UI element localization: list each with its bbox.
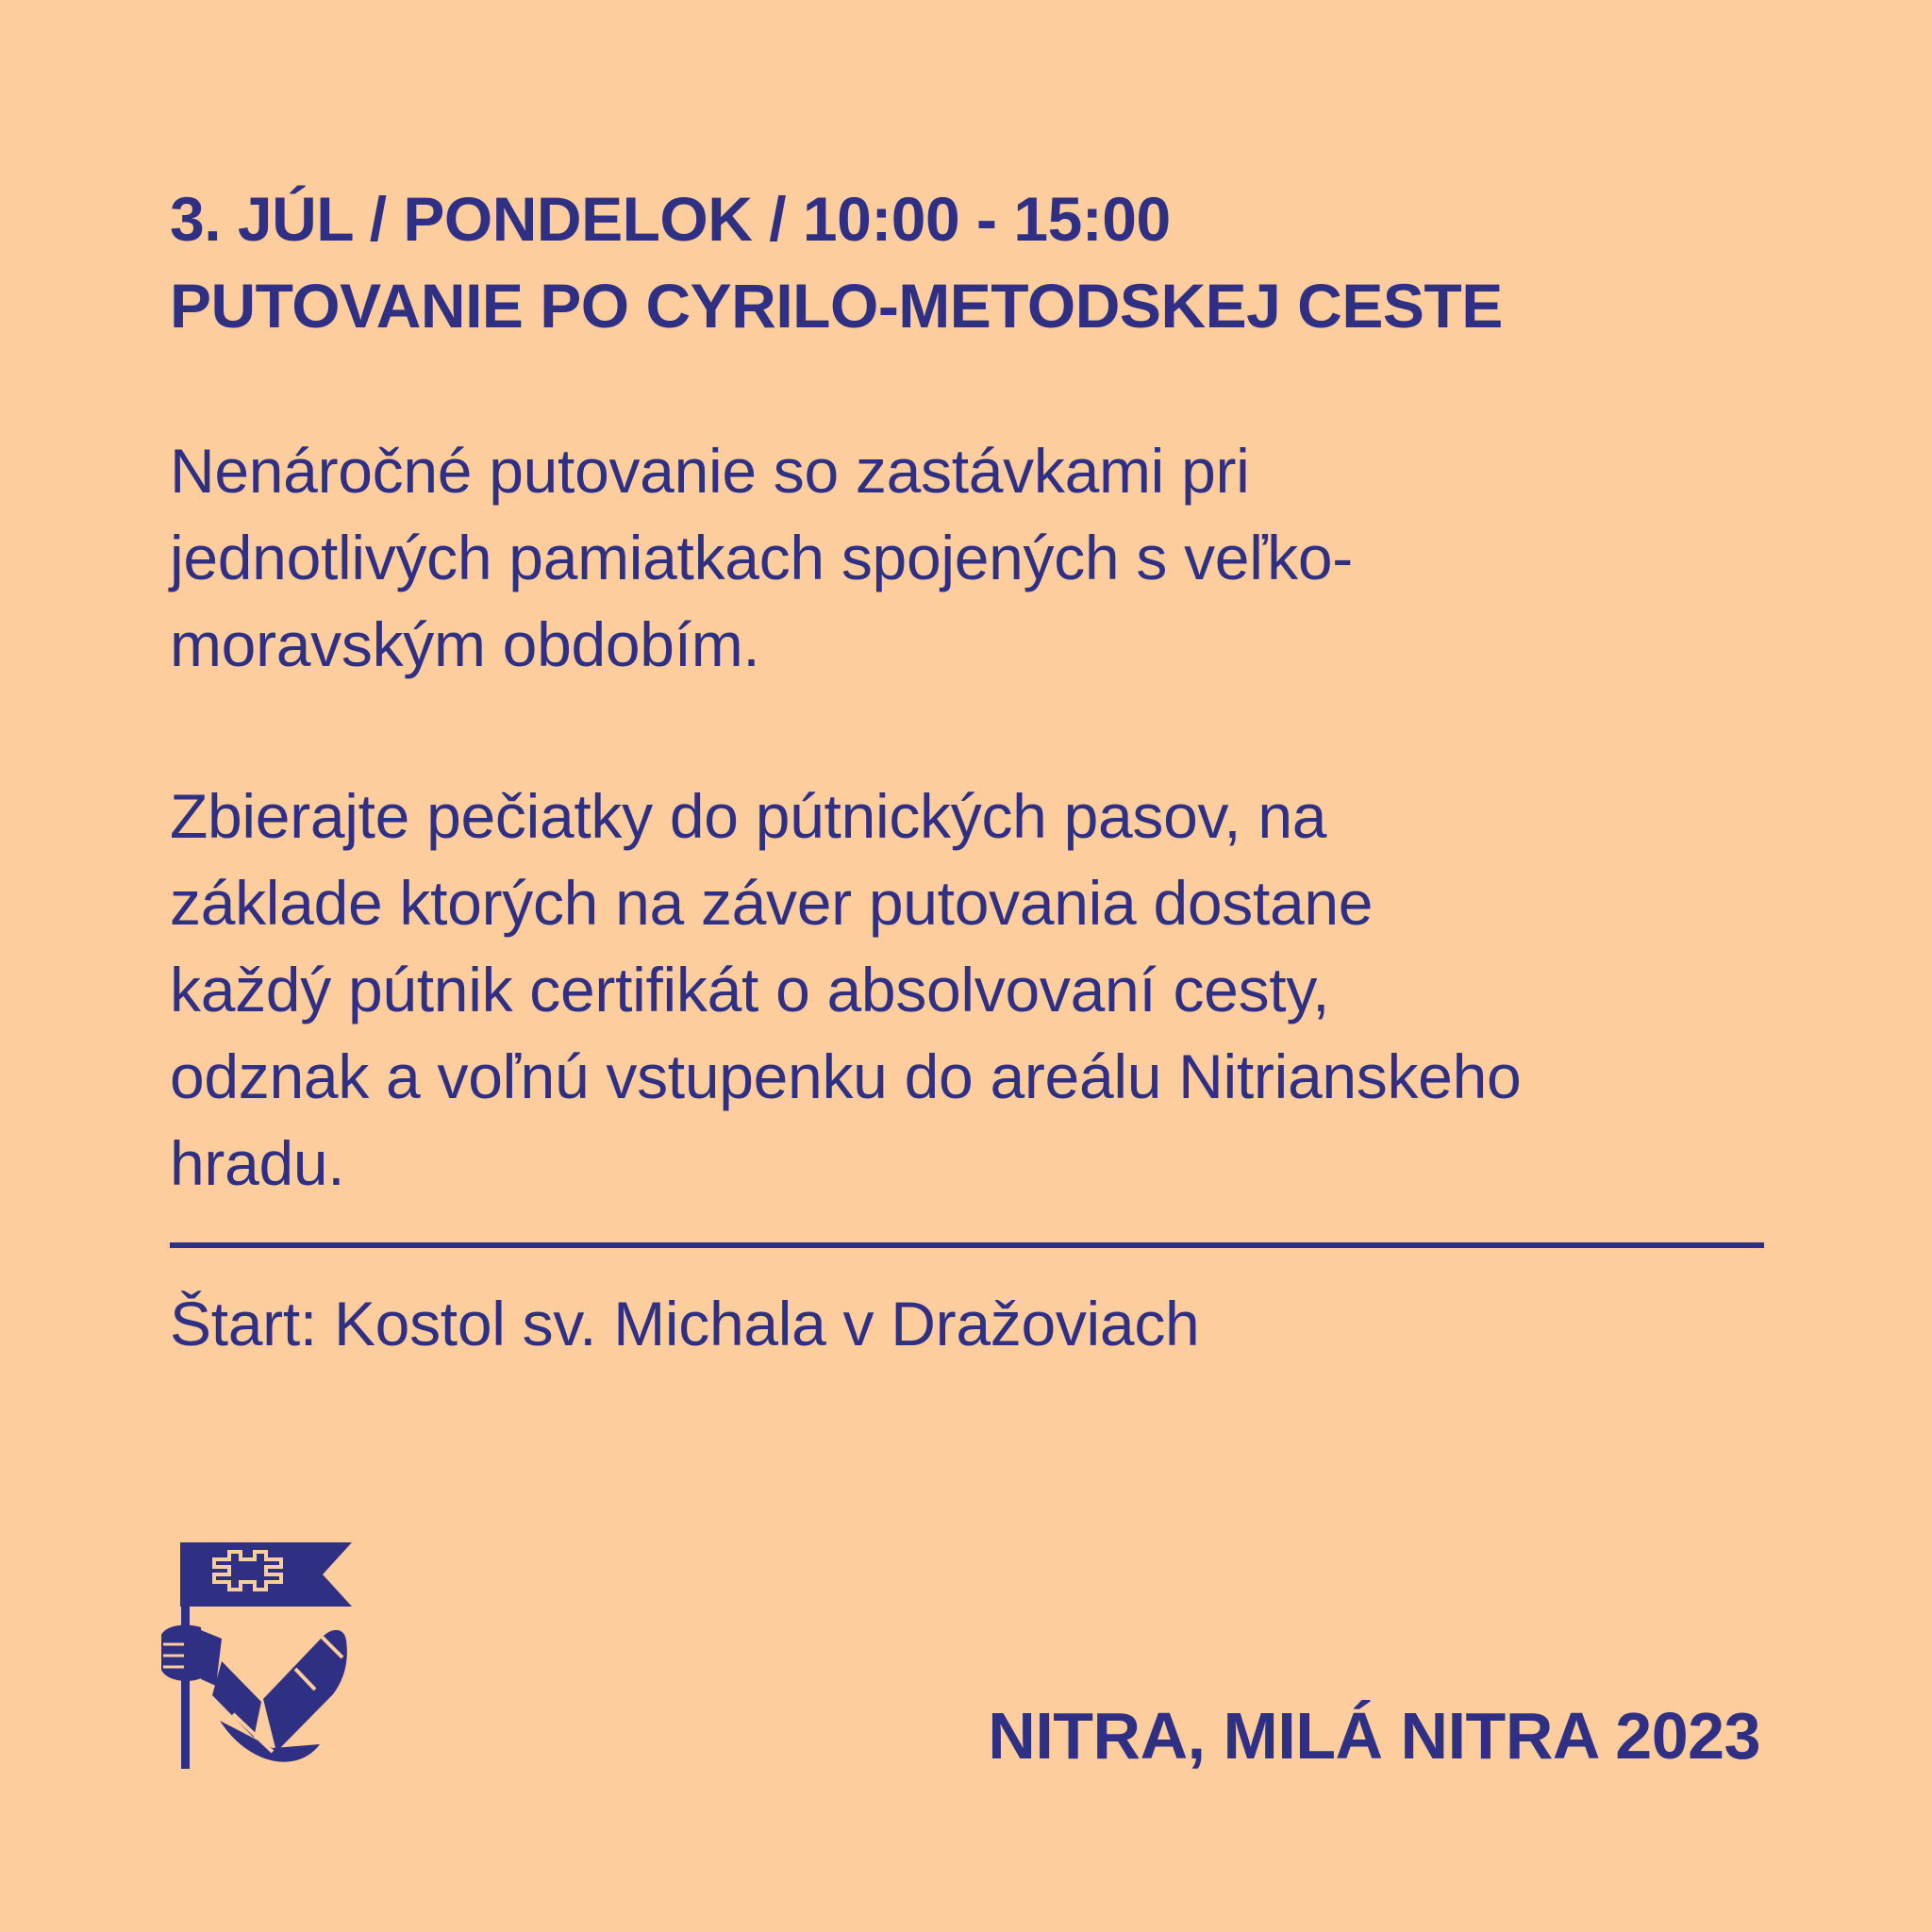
section-divider	[170, 1242, 1764, 1248]
description-line: Nenáročné putovanie so zastávkami pri	[170, 436, 1250, 506]
description-line: moravským obdobím.	[170, 609, 760, 679]
description-line: jednotlivých pamiatkach spojených s veľko-	[170, 523, 1353, 592]
event-date-time: 3. JÚL / PONDELOK / 10:00 - 15:00	[170, 184, 1171, 254]
event-title: PUTOVANIE PO CYRILO-METODSKEJ CESTE	[170, 271, 1503, 341]
description-line: Zbierajte pečiatky do pútnických pasov, na	[170, 781, 1327, 851]
start-location: Štart: Kostol sv. Michala v Dražoviach	[170, 1289, 1200, 1358]
description-line: základe ktorých na záver putovania dostane	[170, 868, 1374, 938]
description-line: odznak a voľnú vstupenku do areálu Nitrianskeho	[170, 1041, 1522, 1111]
description-line: hradu.	[170, 1128, 345, 1198]
description-paragraph-1	[170, 427, 1792, 688]
nitra-flag-logo-icon	[156, 1533, 368, 1774]
description-line: každý pútnik certifikát o absolvovaní cesty,	[170, 955, 1330, 1024]
event-heading	[170, 175, 1811, 349]
footer-title: NITRA, MILÁ NITRA 2023	[988, 1699, 1760, 1773]
description-paragraph-2	[170, 773, 1792, 1207]
